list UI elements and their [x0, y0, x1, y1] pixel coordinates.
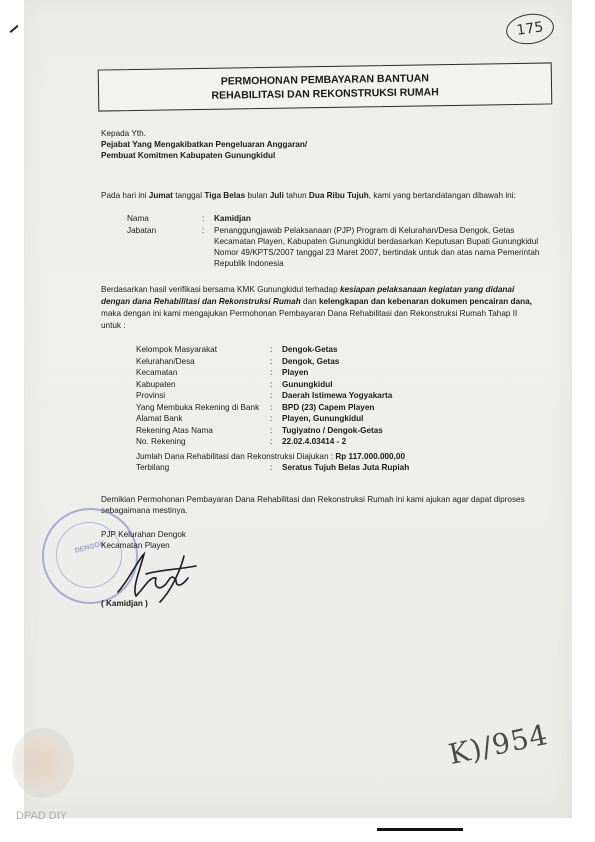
opening-text-1: Pada hari ini [101, 191, 149, 200]
body-line-3: maka dengan ini kami mengajukan Permohonan Pembayaran Dana Rehabilitasi dan Rekonstruksi Rumah Tahap II [101, 309, 518, 318]
opening-sentence [101, 190, 516, 201]
detail-label: Provinsi [136, 391, 166, 400]
detail-label: No. Rekening [136, 437, 186, 446]
body-text: Berdasarkan hasil verifikasi bersama KMK Gunungkidul terhadap [101, 285, 340, 294]
recipient-line-2: Pembuat Komitmen Kabupaten Gunungkidul [101, 151, 276, 160]
detail-value: Gunungkidul [282, 379, 333, 389]
detail-value: Tugiyatno / Dengok-Getas [282, 425, 383, 435]
page-number: 175 [504, 11, 556, 47]
detail-label: Yang Membuka Rekening di Bank [136, 402, 260, 412]
detail-value: Daerah Istimewa Yogyakarta [282, 391, 393, 400]
opening-year: Dua Ribu Tujuh [308, 191, 369, 200]
watermark-text: DPAD DIY [16, 810, 68, 822]
colon: : [202, 226, 205, 235]
detail-value: Playen [282, 368, 309, 377]
body-emphasis: kelengkapan dan kebenaran dokumen pencairan dana, [318, 297, 532, 306]
signature-line-2: Kecamatan Playen [101, 541, 170, 550]
body-emphasis: kesiapan pelaksanaan kegiatan yang didanai [339, 285, 515, 294]
opening-date: Tiga Belas [204, 191, 246, 200]
corner-pen-mark [10, 25, 19, 33]
recipient-line-1: Pejabat Yang Mengakibatkan Pengeluaran Anggaran/ [101, 140, 308, 149]
detail-value: 22.02.4.03414 - 2 [282, 437, 347, 446]
title-line-1: PERMOHONAN PEMBAYARAN BANTUAN [220, 72, 430, 88]
recipient-greeting: Kepada Yth. [101, 129, 146, 138]
signer-position-line: Penanggungjawab Pelaksanaan (PJP) Program di Kelurahan/Desa Dengok, Getas [214, 226, 515, 235]
closing-line-2: sebagaimana mestinya. [101, 506, 188, 515]
amount-words-value: Seratus Tujuh Belas Juta Rupiah [282, 463, 410, 472]
watermark-seal-icon [12, 728, 74, 798]
stamp-text: DENGOK [74, 540, 106, 555]
handwritten-note: K)/954 [445, 717, 552, 772]
detail-label: Kelurahan/Desa [136, 356, 195, 366]
detail-value: Playen, Gunungkidul [282, 414, 364, 423]
signature-line-1: PJP Kelurahan Dengok [101, 530, 186, 539]
body-emphasis: dengan dana Rehabilitasi dan Rekonstruksi Rumah [101, 297, 301, 306]
detail-label: Kelompok Masyarakat [136, 345, 217, 354]
document-title-box [98, 62, 553, 111]
body-line-2 [101, 296, 532, 307]
footer-bar [377, 828, 463, 831]
opening-text-4: tahun [283, 191, 309, 200]
opening-month: Juli [269, 191, 284, 200]
amount-row [136, 451, 405, 462]
body-line-1 [101, 284, 514, 295]
detail-value: Dengok-Getas [282, 345, 338, 354]
colon: : [270, 368, 273, 377]
signer-position-line: Nomor 49/KPTS/2007 tanggal 23 Maret 2007, bertindak untuk dan atas nama Pemerintah [214, 248, 540, 257]
amount-label: Jumlah Dana Rehabilitasi dan Rekonstruksi Diajukan : [136, 452, 336, 461]
detail-label: Kecamatan [136, 368, 178, 377]
title-line-2: REHABILITASI DAN REKONSTRUKSI RUMAH [211, 86, 439, 102]
colon: : [270, 414, 273, 423]
colon: : [270, 391, 273, 400]
colon: : [270, 425, 273, 435]
detail-value: BPD (23) Capem Playen [282, 402, 375, 412]
opening-text-2: tanggal [172, 191, 205, 200]
detail-value: Dengok, Getas [282, 356, 340, 366]
closing-line-1: Demikian Permohonan Pembayaran Dana Rehabilitasi dan Rekonstruksi Rumah ini kami ajukan agar dapat diproses [101, 495, 525, 504]
colon: : [270, 463, 273, 472]
body-text: dan [300, 297, 319, 306]
amount-words-label: Terbilang [136, 463, 170, 472]
colon: : [270, 437, 273, 446]
signature-name: ( Kamidjan ) [101, 599, 148, 608]
opening-day: Jumat [148, 191, 173, 200]
signer-position-label: Jabatan [127, 226, 157, 235]
opening-text-5: , kami yang bertandatangan dibawah ini: [368, 191, 516, 200]
details-list [136, 344, 456, 454]
amount-value: Rp 117.000.000,00 [335, 452, 405, 461]
signer-position-line: Republik Indonesia [214, 259, 284, 268]
colon: : [270, 356, 273, 366]
signer-name-label: Nama [127, 214, 149, 223]
body-line-4: untuk : [101, 321, 126, 330]
colon: : [270, 402, 273, 412]
detail-label: Alamat Bank [136, 414, 183, 423]
colon: : [270, 379, 273, 389]
signer-position-line: Kecamatan Playen, Kabupaten Gunungkidul berdasarkan Keputusan Bupati Gunungkidul [214, 237, 539, 246]
colon: : [202, 214, 205, 223]
colon: : [270, 345, 273, 354]
detail-label: Rekening Atas Nama [136, 425, 213, 435]
opening-text-3: bulan [245, 191, 270, 200]
detail-label: Kabupaten [136, 379, 176, 389]
signer-name-value: Kamidjan [214, 214, 251, 223]
